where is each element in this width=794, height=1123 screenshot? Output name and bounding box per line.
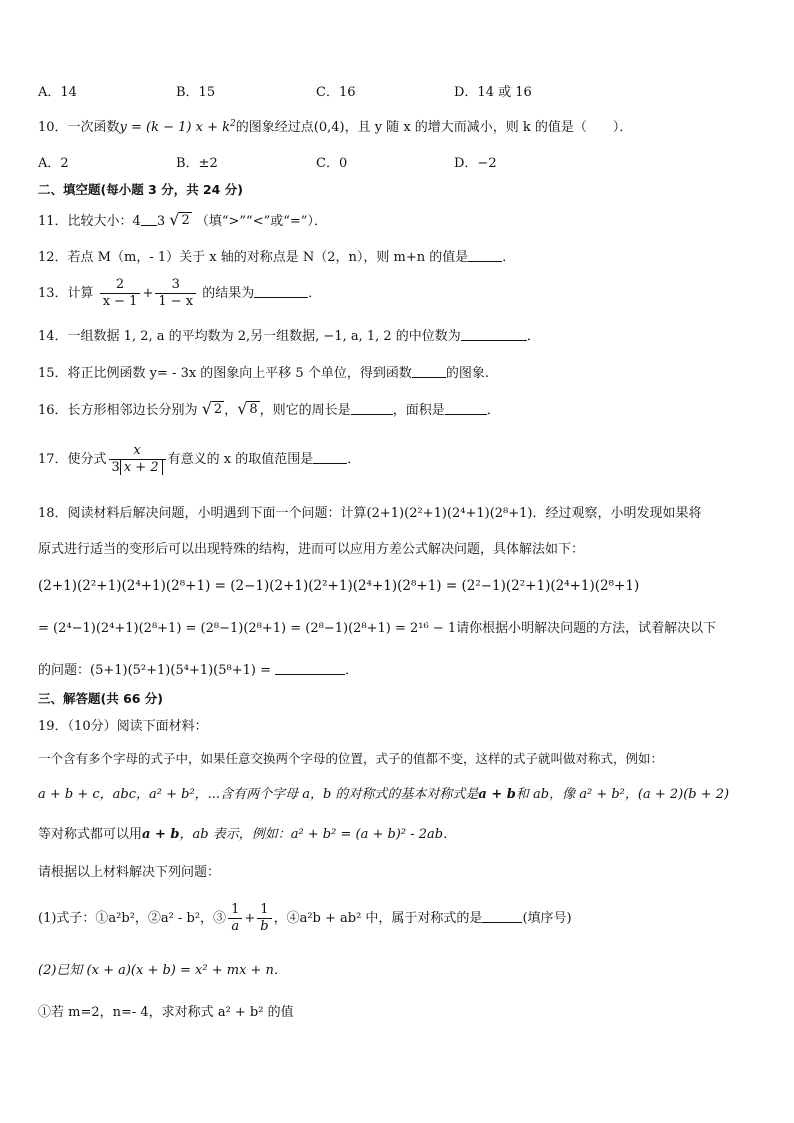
q18-line-5: 的问题：(5+1)(5²+1)(5⁴+1)(5⁸+1) = ． <box>38 663 359 678</box>
q18-text-4b: 请你根据小明解决问题的方法，试着解决以下 <box>456 621 717 636</box>
q15-text-a: 15．将正比例函数 y= - 3x 的图象向上平移 5 个单位，得到函数 <box>38 366 412 381</box>
q19-fraction-1 <box>228 902 242 935</box>
q18-expression: (2+1)(2²+1)(2⁴+1)(2⁸+1) <box>366 506 533 521</box>
q11-text-c: （填“>”“<”或“=”）． <box>195 214 327 229</box>
q19-f1-numerator: 1 <box>231 902 240 917</box>
q9-options <box>38 84 764 102</box>
q19-text-6c: (填序号) <box>522 911 572 926</box>
q13-text-a: 13．计算 <box>38 286 94 301</box>
q19-bold-3: a + b <box>478 787 516 802</box>
q10-option-d: D．−2 <box>454 156 497 171</box>
q14: 14．一组数据 1, 2, a 的平均数为 2,另一组数据, −1, a, 1, 2 的中位数为 ． <box>38 329 540 344</box>
q18-text-4a: = (2⁴−1)(2⁴+1)(2⁸+1) = (2⁸−1)(2⁸+1) = (2⁸−1)(2⁸+1) = 2¹⁶ − 1 <box>38 621 457 636</box>
q16-radicand-2: 8 <box>249 402 258 417</box>
q16-text-c: ，面积是 <box>392 403 445 418</box>
q17-blank[interactable] <box>313 451 347 464</box>
q9-option-a: A．14 <box>38 85 77 100</box>
q19-fraction-2 <box>257 902 271 935</box>
q16-radicand-1: 2 <box>213 402 223 417</box>
q12-text: 12．若点 M（m，- 1）关于 x 轴的对称点是 N（2，n），则 m+n 的值是 <box>38 250 469 265</box>
q13-f2-numerator: 3 <box>171 277 180 292</box>
q19-line-5: 请根据以上材料解决下列问题： <box>38 865 221 880</box>
q12: 12．若点 M（m，- 1）关于 x 轴的对称点是 N（2，n），则 m+n 的值是 ． <box>38 250 516 265</box>
q19-f1-denominator: a <box>228 918 242 935</box>
q9-option-b: B．15 <box>176 85 216 100</box>
q19-plus: + <box>244 911 256 926</box>
q16: 16．长方形相邻边长分别为 √ 2 ， √ 8 ，则它的周长是 ，面积是 ． <box>38 399 500 418</box>
q19-line-2: 一个含有多个字母的式子中，如果任意交换两个字母的位置，式子的值都不变，这样的式子就叫做对称式，例如： <box>38 751 664 766</box>
q17-den-abs: x + 2 <box>120 460 163 475</box>
q12-blank[interactable] <box>468 249 502 262</box>
q15 <box>38 365 764 383</box>
q10-options <box>38 155 764 173</box>
q13-fraction-2 <box>155 277 196 310</box>
q19-text-4b: ，ab 表示，例如：a² + b² = (a + b)² - 2ab． <box>179 827 457 842</box>
q13: 13．计算 $\frac{2}{x - 1}$ + $\frac{3}{1 - x}$ 的结果为 ． <box>38 277 322 309</box>
q14-text: 14．一组数据 1, 2, a 的平均数为 2,另一组数据, −1, a, 1, 2 的中位数为 <box>38 329 461 344</box>
q19-f2-numerator: 1 <box>260 902 269 917</box>
q18-line-4 <box>38 620 764 638</box>
q10-stem <box>38 119 764 137</box>
section-fill-in-heading: 二、填空题(每小题 3 分，共 24 分) <box>38 182 243 197</box>
q10-option-b: B．±2 <box>176 156 218 171</box>
q17-text-a: 17．使分式 <box>38 452 107 467</box>
q15-text-b: 的图象. <box>445 366 489 381</box>
q19-line-7: (2)已知 (x + a)(x + b) = x² + mx + n． <box>38 963 287 978</box>
q13-fraction-1 <box>100 277 141 310</box>
q19-text-3a: a + b + c，abc，a² + b²，...含有两个字母 a，b 的对称式的基本对称式是 <box>38 787 479 802</box>
q11-radicand: 2 <box>181 213 190 228</box>
q11-blank[interactable] <box>141 213 157 226</box>
q18-blank[interactable] <box>275 662 345 675</box>
q16-area-blank[interactable] <box>445 402 487 415</box>
q19-line-6 <box>38 900 764 938</box>
q13-f1-denominator: x − 1 <box>100 293 141 310</box>
q19-text-6b: ，④a²b + ab² 中，属于对称式的是 <box>273 911 483 926</box>
q10-suffix: ，且 y 随 x 的增大而减小，则 k 的值是（ ）． <box>344 120 633 135</box>
q18-line-2: 原式进行适当的变形后可以出现特殊的结构，进而可以应用方差公式解决问题，具体解法如下： <box>38 542 585 557</box>
q16-text-a: 16．长方形相邻边长分别为 <box>38 403 198 418</box>
q10-point: (0,4) <box>313 120 345 135</box>
q10-prefix: 10．一次函数 <box>38 120 120 135</box>
q11-sqrt: √ 2 <box>169 210 190 229</box>
q13-f2-denominator: 1 − x <box>155 293 196 310</box>
q10-option-c: C．0 <box>316 156 348 171</box>
q19-text-4a: 等对称式都可以用 <box>38 827 143 842</box>
q17-den-coef: 3 <box>111 460 120 475</box>
q10-function: y = (k − 1) x + k <box>119 120 230 135</box>
q18-line-1 <box>38 505 764 523</box>
q19-line-1: 19．（10分）阅读下面材料： <box>38 719 208 734</box>
q14-blank[interactable] <box>461 328 527 341</box>
q13-blank[interactable] <box>254 285 308 298</box>
q16-text-b: ，则它的周长是 <box>259 403 351 418</box>
q17-text-b: 有意义的 x 的取值范围是 <box>167 452 314 467</box>
q19-text-3b: 和 ab，像 a² + b²，(a + 2)(b + 2) <box>515 787 730 802</box>
q16-perimeter-blank[interactable] <box>351 402 393 415</box>
q13-f1-numerator: 2 <box>115 277 125 292</box>
q17-numerator: x <box>133 443 141 458</box>
q11-text-b: 3 <box>156 214 166 229</box>
q18-expression-2: (5+1)(5²+1)(5⁴+1)(5⁸+1) = <box>90 663 271 678</box>
q18-text-1b: ．经过观察，小明发现如果将 <box>532 506 702 521</box>
q16-sqrt-2: √ 8 <box>237 399 258 418</box>
q17-fraction <box>109 443 166 476</box>
q19-blank[interactable] <box>482 910 522 923</box>
q16-sqrt-1: √ 2 <box>201 399 223 418</box>
q11-text-a: 11．比较大小：4 <box>38 214 141 229</box>
q19-bold-4: a + b <box>142 827 180 842</box>
q18-line-3: (2+1)(2²+1)(2⁴+1)(2⁸+1) = (2−1)(2+1)(2²+1)(2⁴+1)(2⁸+1) = (2²−1)(2²+1)(2⁴+1)(2⁸+1) <box>38 578 640 594</box>
q10-mid: 的图象经过点 <box>235 120 314 135</box>
q13-text-b: 的结果为 <box>202 286 255 301</box>
q11 <box>38 212 764 231</box>
q19-line-4 <box>38 826 764 844</box>
q19-text-6a: (1)式子：①a²b²，②a² - b²，③ <box>38 911 227 926</box>
q18-text-1a: 18．阅读材料后解决问题，小明遇到下面一个问题：计算 <box>38 506 367 521</box>
q13-plus: + <box>142 286 154 301</box>
q10-option-a: A．2 <box>38 156 69 171</box>
q19-line-8: ①若 m=2，n=- 4，求对称式 a² + b² 的值 <box>38 1005 294 1020</box>
q10-function-exp: 2 <box>230 119 236 129</box>
q15-blank[interactable] <box>412 365 446 378</box>
q19-line-3 <box>38 786 764 804</box>
q9-option-d: D．14 或 16 <box>454 85 532 100</box>
section-answer-heading: 三、解答题(共 66 分) <box>38 691 164 706</box>
q17: 17．使分式 $\frac{x}{3 x + 2}$ 有意义的 x 的取值范围是 ． <box>38 443 361 475</box>
q9-option-c: C．16 <box>316 85 356 100</box>
q18-text-5a: 的问题： <box>38 663 91 678</box>
q16-sep: ， <box>224 403 238 418</box>
q19-f2-denominator: b <box>257 918 271 935</box>
